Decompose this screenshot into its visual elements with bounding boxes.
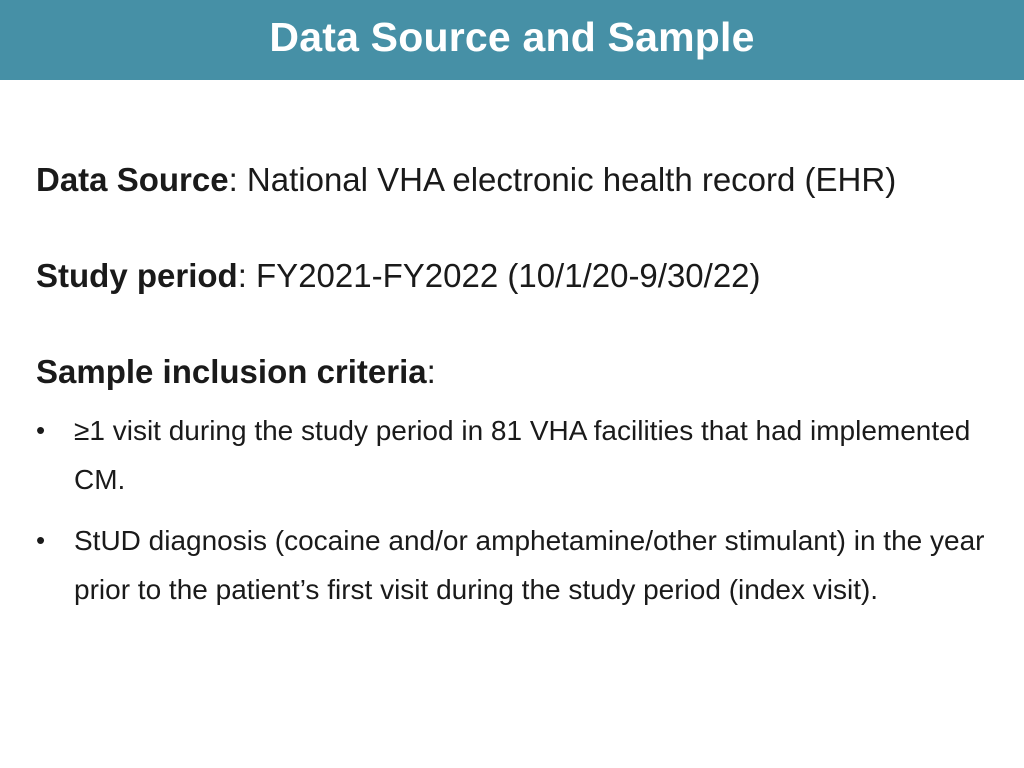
criteria-label: Sample inclusion criteria: [36, 353, 427, 390]
data-source-separator: :: [228, 161, 238, 198]
data-source-line: [36, 156, 996, 204]
study-period-line: [36, 252, 996, 300]
criteria-heading: [36, 348, 996, 396]
slide-body: [36, 156, 996, 626]
bullet-icon: •: [36, 415, 46, 445]
data-source-label: Data Source: [36, 161, 229, 198]
criteria-list: [36, 406, 996, 614]
criteria-item-text: ≥1 visit during the study period in 81 VHA facilities that had implemented CM.: [74, 415, 971, 495]
data-source-value: National VHA electronic health record (EHR): [237, 161, 897, 198]
criteria-separator: :: [426, 353, 436, 390]
list-item: [36, 406, 994, 504]
slide-title: Data Source and Sample: [269, 13, 755, 60]
list-item: [36, 516, 994, 614]
study-period-value: FY2021-FY2022 (10/1/20-9/30/22): [246, 257, 761, 294]
study-period-label: Study period: [36, 257, 238, 294]
criteria-item-text: StUD diagnosis (cocaine and/or amphetamine/other stimulant) in the year prior to the patient’s first visit during the study period (index visit).: [74, 525, 985, 605]
bullet-icon: •: [36, 525, 46, 555]
study-period-separator: :: [237, 257, 247, 294]
slide-header: [0, 0, 1024, 80]
